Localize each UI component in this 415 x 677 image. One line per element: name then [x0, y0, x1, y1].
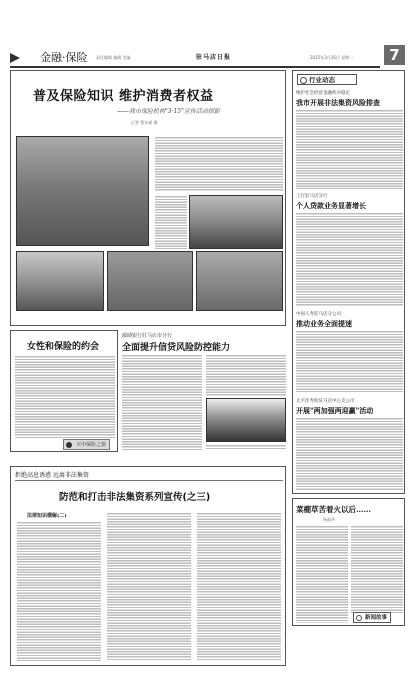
fraud-kicker-rule — [15, 480, 283, 481]
sidebar-item-1-kicker: 维护社会经济金融秩序稳定 — [296, 91, 350, 96]
sidebar-header — [297, 74, 357, 85]
bank-article-text-right — [206, 354, 286, 396]
fraud-column-title: 法律知识横解(二) — [27, 513, 67, 519]
sidebar-header-ring-icon — [300, 77, 307, 84]
women-article-title: 女性和保险的约会 — [27, 342, 100, 352]
essay-badge — [353, 612, 391, 623]
section-name: 金融·保险 — [40, 51, 88, 64]
sidebar-item-3-text — [296, 330, 403, 392]
sidebar-essay — [292, 498, 405, 626]
sidebar-header-text: 行业动态 — [309, 76, 335, 84]
essay-text-left — [296, 525, 348, 623]
essay-badge-text: 新闻故事 — [365, 615, 388, 621]
lead-photo-bottom-2 — [107, 251, 193, 311]
lead-photo-right — [189, 195, 283, 249]
lead-caption-text — [155, 195, 187, 249]
masthead — [10, 47, 405, 69]
lead-headline: 普及保险知识 维护消费者权益 — [33, 89, 214, 104]
bank-photo-caption — [206, 444, 286, 450]
sidebar-item-4-text — [296, 417, 403, 491]
masthead-arrow-icon — [10, 53, 20, 63]
lead-photo-bottom-3 — [196, 251, 283, 311]
sidebar-item-4-title: 开展"两加强两迎赢"活动 — [296, 406, 374, 415]
sidebar-item-1-text — [296, 109, 403, 189]
fraud-text-col-3 — [197, 512, 281, 661]
sidebar-item-4-kicker: 太平洋寿险驻马店中心支公司 — [296, 399, 355, 404]
essay-title: 菜棚草苦着火以后…… — [296, 505, 371, 514]
lead-story — [10, 70, 286, 326]
bank-article-text-left — [122, 354, 202, 450]
column-badge — [63, 439, 110, 450]
essay-text-right — [351, 525, 403, 613]
lead-byline: 记者 曹东斌 摄 — [131, 120, 158, 125]
sidebar — [292, 70, 405, 494]
article-postal-bank — [122, 330, 288, 454]
bank-article-title: 全面提升信贷风险防控能力 — [122, 343, 231, 353]
women-article-text — [15, 355, 115, 439]
column-badge-text: 天中保险之窗 — [76, 442, 107, 448]
sidebar-item-2-text — [296, 212, 403, 306]
fraud-title: 防范和打击非法集资系列宣传(之三) — [59, 492, 211, 503]
sidebar-item-2-title: 个人贷款业务显著增长 — [296, 201, 366, 210]
date-info: 2015年3月16日 星期一 — [310, 55, 354, 60]
editor-info: 责任编辑 编辑 美编 — [96, 55, 131, 60]
article-women-insurance — [10, 330, 118, 452]
lead-photo-bottom-1 — [16, 251, 104, 311]
fraud-kicker: 拒绝高息诱惑 远离非法集资 — [15, 472, 89, 479]
lead-subhead: ——我市保险机构"3·15"宣传活动掠影 — [117, 108, 220, 115]
bank-meeting-photo — [206, 398, 286, 442]
masthead-rule — [10, 66, 380, 68]
fraud-text-col-1 — [17, 521, 101, 661]
fraud-text-col-2 — [107, 512, 191, 661]
badge-bullet-icon — [66, 442, 72, 448]
essay-badge-ring-icon — [356, 615, 362, 621]
sidebar-item-3-kicker: 中国人寿驻马店分公司 — [296, 312, 341, 317]
bank-article-kicker: 邮储银行驻马店市分行 — [122, 333, 173, 339]
fraud-section — [10, 466, 286, 666]
sidebar-item-2-kicker: 工行驻马店分行 — [296, 194, 328, 199]
lead-body-text — [155, 136, 283, 192]
sidebar-item-3-title: 推动业务全面提速 — [296, 319, 352, 328]
page-number: 7 — [384, 45, 405, 65]
paper-name: 驻马店日报 — [196, 54, 232, 61]
sidebar-item-1-title: 我市开展非法集资风险排查 — [296, 98, 380, 107]
essay-byline: 杨福华 — [323, 517, 335, 522]
lead-photo-main — [16, 136, 149, 246]
